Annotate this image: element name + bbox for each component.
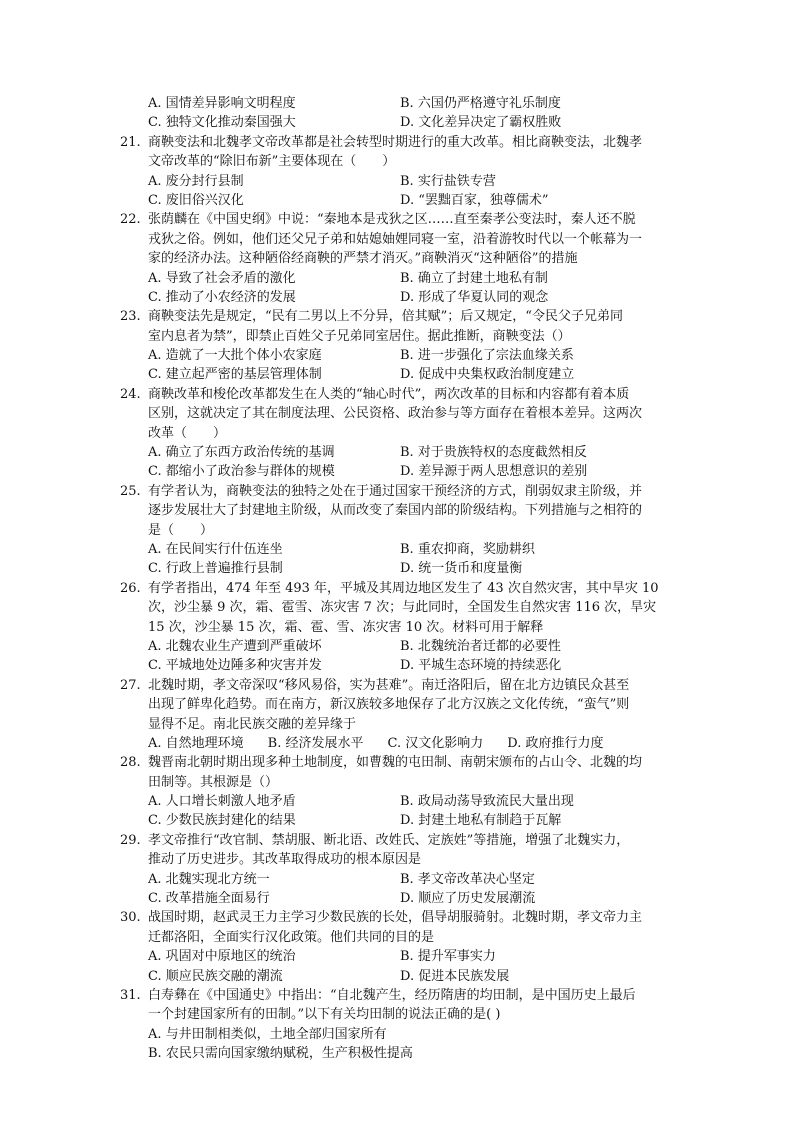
- answer-option[interactable]: D. “罢黜百家，独尊儒术”: [400, 192, 549, 208]
- question-stem-line: 改革（ ）: [148, 425, 227, 441]
- option-row: [120, 947, 680, 966]
- option-row: [120, 811, 680, 830]
- option-row: [120, 288, 680, 307]
- question: [120, 385, 680, 482]
- question-stem-line: 次，沙尘暴 9 次，霜、雹雪、冻灾害 7 次；与此同时，全国发生自然灾害 116 次，旱灾: [148, 600, 657, 616]
- question-stem-line: 是（ ）: [148, 522, 214, 538]
- question-stem-text: 有学者指出，474 年至 493 年，平城及其周边地区发生了 43 次自然灾害，其中旱灾 10: [148, 580, 659, 596]
- answer-option[interactable]: C. 都缩小了政治参与群体的规模: [148, 464, 335, 480]
- question-stem-text: 有学者认为，商鞅变法的独特之处在于通过国家干预经济的方式，削弱奴隶主阶级，并: [148, 483, 643, 499]
- question-stem-line: [120, 482, 680, 501]
- answer-option[interactable]: A. 确立了东西方政治传统的基调: [148, 445, 335, 461]
- question-stem-text: 张荫麟在《中国史纲》中说：“秦地本是戎狄之区……直至秦孝公变法时，秦人还不脱: [148, 212, 636, 228]
- question-number: 24.: [120, 386, 141, 402]
- question-stem-line: [120, 133, 680, 152]
- answer-option[interactable]: C. 推动了小农经济的发展: [148, 289, 296, 305]
- answer-option[interactable]: D. 促成中央集权政治制度建立: [400, 367, 575, 383]
- question-stem-line: [120, 307, 680, 326]
- question-stem-line: [120, 579, 680, 598]
- question-stem-line: [120, 210, 680, 229]
- answer-option[interactable]: D. 形成了华夏认同的观念: [400, 289, 549, 305]
- answer-option[interactable]: B. 提升军事实力: [400, 949, 496, 965]
- answer-option[interactable]: B. 六国仍严格遵守礼乐制度: [400, 96, 561, 111]
- question-stem-line: 室内息者为禁”，即禁止百姓父子兄弟同室居住。据此推断，商鞅变法（）: [148, 328, 571, 344]
- option-row: [120, 889, 680, 908]
- option-row: [120, 462, 680, 481]
- question-stem-text: 孝文帝推行“改官制、禁胡服、断北语、改姓氏、定族姓”等措施，增强了北魏实力，: [148, 832, 630, 848]
- option-row: [120, 443, 680, 462]
- option-row: [120, 269, 680, 288]
- question-stem-line: 迁都洛阳，全面实行汉化政策。他们共同的目的是: [148, 929, 435, 945]
- question-number: 22.: [120, 212, 141, 228]
- question: [120, 579, 680, 676]
- question: [120, 482, 680, 579]
- question-stem-text: 魏晋南北朝时期出现多种土地制度，如曹魏的屯田制、南朝宋颁布的占山令、北魏的均: [148, 755, 643, 771]
- answer-option[interactable]: D. 文化差异决定了霸权胜败: [400, 115, 562, 131]
- question-stem-line: 推动了历史进步。其改革取得成功的根本原因是: [148, 852, 422, 868]
- question: [120, 133, 680, 211]
- question-stem-line: 田制等。其根源是（）: [148, 774, 279, 790]
- answer-option[interactable]: A. 自然地理环境: [148, 735, 244, 751]
- answer-option[interactable]: C. 废旧俗兴汉化: [148, 192, 244, 208]
- option-row: [120, 792, 680, 811]
- question-stem-line: 逐步发展壮大了封建地主阶级，从而改变了秦国内部的阶级结构。下列措施与之相符的: [148, 503, 643, 519]
- question-number: 31.: [120, 987, 141, 1003]
- question-stem-text: 商鞅变法和北魏孝文帝改革都是社会转型时期进行的重大改革。相比商鞅变法，北魏孝: [148, 134, 643, 150]
- question: [120, 753, 680, 831]
- question-stem-line: 显得不足。南北民族交融的差异缘于: [148, 716, 357, 732]
- answer-option[interactable]: D. 平城生态环境的持续恶化: [400, 658, 562, 674]
- answer-option[interactable]: C. 建立起严密的基层管理体制: [148, 367, 322, 383]
- answer-option[interactable]: D. 封建土地私有制趋于瓦解: [400, 813, 562, 829]
- option-row: [120, 113, 680, 132]
- question-stem-line: 15 次，沙尘暴 15 次，霜、雹、雪、冻灾害 10 次。材料可用于解释: [148, 619, 544, 635]
- question-stem-line: [120, 986, 680, 1005]
- question-number: 26.: [120, 580, 141, 596]
- answer-option[interactable]: A. 废分封行县制: [148, 173, 244, 189]
- question-stem-text: 战国时期，赵武灵王力主学习少数民族的长处，倡导胡服骑射。北魏时期，孝文帝力主: [148, 910, 643, 926]
- answer-option[interactable]: D. 政府推行力度: [507, 735, 604, 751]
- answer-option[interactable]: C. 汉文化影响力: [387, 735, 484, 751]
- option-row: [120, 346, 680, 365]
- answer-option[interactable]: D. 顺应了历史发展潮流: [400, 891, 536, 907]
- question-number: 29.: [120, 832, 141, 848]
- option-row: [120, 559, 680, 578]
- question-stem-line: [120, 753, 680, 772]
- answer-option[interactable]: A. 国情差异影响文明程度: [148, 96, 296, 111]
- answer-option[interactable]: A. 造就了一大批个体小农家庭: [148, 348, 322, 364]
- question-stem-text: 商鞅变法先是规定，“民有二男以上不分异，倍其赋”；后又规定，“令民父子兄弟同: [148, 309, 623, 325]
- option-row: [120, 1044, 680, 1063]
- question: [120, 676, 680, 754]
- question-number: 21.: [120, 134, 141, 150]
- question: [120, 831, 680, 909]
- question-stem-line: 出现了鲜卑化趋势。而在南方，新汉族较多地保存了北方汉族之文化传统，“蛮气”则: [148, 697, 630, 713]
- question: [120, 210, 680, 307]
- answer-option[interactable]: A. 人口增长刺激人地矛盾: [148, 794, 296, 810]
- question-stem-line: [120, 831, 680, 850]
- answer-option[interactable]: B. 农民只需向国家缴纳赋税，生产积极性提高: [148, 1046, 413, 1062]
- option-row: [120, 365, 680, 384]
- option-row: [120, 1025, 680, 1044]
- option-row: [120, 540, 680, 559]
- option-row: [120, 734, 680, 753]
- question-number: 30.: [120, 910, 141, 926]
- question-stem-line: 家的经济办法。这种陋俗经商鞅的严禁才消灭。”商鞅消灭“这种陋俗”的措施: [148, 251, 578, 267]
- answer-option[interactable]: B. 对于贵族特权的态度截然相反: [400, 445, 587, 461]
- question: [120, 986, 680, 1064]
- answer-option[interactable]: B. 经济发展水平: [267, 735, 364, 751]
- question-stem-line: [120, 385, 680, 404]
- question-stem-line: 戎狄之俗。例如，他们还父兄子弟和姑媳妯娌同寝一室，沿着游牧时代以一个帐幕为一: [148, 231, 643, 247]
- answer-option[interactable]: C. 平城地处边陲多种灾害并发: [148, 658, 322, 674]
- question-number: 27.: [120, 677, 141, 693]
- answer-option[interactable]: B. 实行盐铁专营: [400, 173, 496, 189]
- question-number: 28.: [120, 755, 141, 771]
- answer-option[interactable]: B. 确立了封建土地私有制: [400, 270, 548, 286]
- question-stem-text: 商鞅改革和梭伦改革都发生在人类的“轴心时代”，两次改革的目标和内容都有着本质: [148, 386, 630, 402]
- question: [120, 307, 680, 385]
- answer-option[interactable]: C. 改革措施全面易行: [148, 891, 270, 907]
- answer-option[interactable]: C. 顺应民族交融的潮流: [148, 968, 283, 984]
- answer-option[interactable]: A. 在民间实行什伍连坐: [148, 541, 283, 557]
- option-row: [120, 656, 680, 675]
- answer-option[interactable]: D. 促进本民族发展: [400, 968, 510, 984]
- question-stem-line: 文帝改革的“除旧布新”主要体现在（ ）: [148, 154, 396, 170]
- option-row: [120, 191, 680, 210]
- question-stem-line: 一个封建国家所有的田制。”以下有关均田制的说法正确的是( ): [148, 1007, 501, 1023]
- question-list: [120, 94, 680, 1064]
- answer-option[interactable]: C. 行政上普遍推行县制: [148, 561, 283, 577]
- question-stem-line: [120, 908, 680, 927]
- question-number: 23.: [120, 309, 141, 325]
- answer-option[interactable]: B. 重农抑商，奖励耕织: [400, 541, 535, 557]
- option-row: [120, 172, 680, 191]
- answer-option[interactable]: D. 差异源于两人思想意识的差别: [400, 464, 588, 480]
- option-row: [120, 870, 680, 889]
- answer-option[interactable]: C. 少数民族封建化的结果: [148, 813, 296, 829]
- answer-option[interactable]: A. 北魏农业生产遭到严重破坏: [148, 638, 322, 654]
- answer-option[interactable]: A. 与井田制相类似，土地全部归国家所有: [148, 1026, 387, 1042]
- answer-option[interactable]: D. 统一货币和度量衡: [400, 561, 523, 577]
- option-row: [120, 967, 680, 986]
- answer-option[interactable]: C. 独特文化推动秦国强大: [148, 115, 296, 131]
- option-row: [120, 94, 680, 113]
- answer-option[interactable]: B. 进一步强化了宗法血缘关系: [400, 348, 574, 364]
- answer-option[interactable]: A. 导致了社会矛盾的激化: [148, 270, 296, 286]
- question-stem-text: 北魏时期，孝文帝深叹“移风易俗，实为甚难”。南迁洛阳后，留在北方边镇民众甚至: [148, 677, 630, 693]
- option-row: [120, 637, 680, 656]
- question-stem-line: 区别，这就决定了其在制度法理、公民资格、政治参与等方面存在着根本差异。这两次: [148, 406, 643, 422]
- answer-option[interactable]: A. 北魏实现北方统一: [148, 871, 270, 887]
- question: [120, 908, 680, 986]
- answer-option[interactable]: A. 巩固对中原地区的统治: [148, 949, 296, 965]
- answer-option[interactable]: B. 政局动荡导致流民大量出现: [400, 794, 574, 810]
- answer-option[interactable]: B. 孝文帝改革决心坚定: [400, 871, 535, 887]
- answer-option[interactable]: B. 北魏统治者迁都的必要性: [400, 638, 561, 654]
- question-number: 25.: [120, 483, 141, 499]
- question-stem-text: 白寿彝在《中国通史》中指出：“自北魏产生，经历隋唐的均田制，是中国历史上最后: [148, 987, 636, 1003]
- question-stem-line: [120, 676, 680, 695]
